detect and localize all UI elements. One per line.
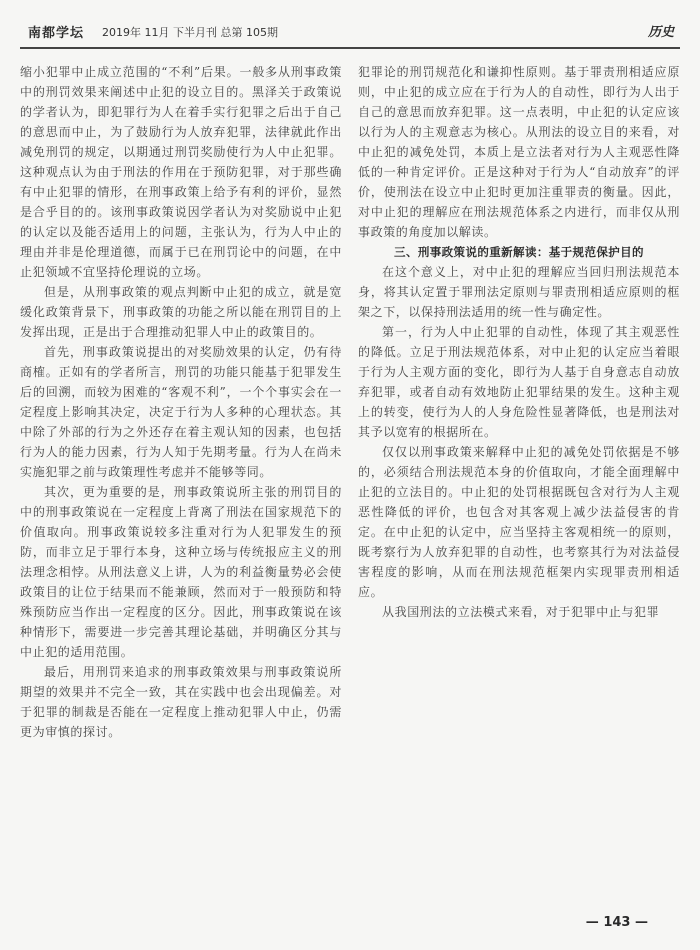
body-paragraph: 最后，用刑罚来追求的刑事政策效果与刑事政策说所期望的效果并不完全一致，其在实践中也会出现偏差。对于犯罪的制裁是否能在一定程度上推动犯罪人中止，仍需更为审慎的探讨。 xyxy=(20,665,342,739)
body-paragraph: 第一，行为人中止犯罪的自动性，体现了其主观恶性的降低。立足于刑法规范体系，对中止犯的认定应当着眼于行为人主观方面的变化，即行为人基于自身意志自动放弃犯罪，或者自动有效地防止犯罪结果的发生。这种主观上的转变，使行为人的人身危险性显著降低，也是刑法对其予以宽宥的根据所在。 xyxy=(358,325,680,439)
right-column xyxy=(358,62,680,622)
section-heading: 三、刑事政策说的重新解读：基于规范保护目的 xyxy=(394,245,644,259)
body-paragraph: 缩小犯罪中止成立范围的“不利”后果。一般多从刑事政策中的刑罚效果来阐述中止犯的设立目的。黑泽关于政策说的学者认为，即犯罪行为人在着手实行犯罪之后出于自己的意思而中止，为了鼓励行为人放弃犯罪，法律就此作出减免刑罚的规定，以期通过刑罚奖励使行为人中止犯罪。这种观点认为由于刑法的作用在于预防犯罪，对于那些确有中止犯罪的情形，在刑事政策上给予有利的评价，显然是合乎目的的。该刑事政策说因学者认为对奖励说中止犯的认定以及能否适用上的问题，主张认为，行为人中止的理由并非是伦理道德，而属于已在刑罚论中的问题，在中止犯领域不宜坚持伦理说的立场。 xyxy=(20,65,342,279)
journal-title: 南都学坛 xyxy=(28,26,85,41)
body-paragraph: 仅仅以刑事政策来解释中止犯的减免处罚依据是不够的，必须结合刑法规范本身的价值取向，才能全面理解中止犯的立法目的。中止犯的处罚根据既包含对行为人主观恶性降低的评价，也包含对其客观上减少法益侵害的肯定。在中止犯的认定中，应当坚持主客观相统一的原则，既考察行为人放弃犯罪的自动性，也考察其行为对法益侵害程度的影响，从而在刑法规范框架内实现罪责刑相适应。 xyxy=(358,445,680,599)
body-paragraph: 从我国刑法的立法模式来看，对于犯罪中止与犯罪 xyxy=(382,605,660,619)
body-paragraph: 犯罪论的刑罚规范化和谦抑性原则。基于罪责刑相适应原则，中止犯的成立应在于行为人的自动性，即行为人出于自己的意思而放弃犯罪。这一点表明，中止犯的认定应该以行为人的主观意志为核心。从刑法的设立目的来看，对中止犯的减免处罚，本质上是立法者对行为人主观恶性降低的一种肯定评价。正是这种对于行为人“自动放弃”的评价，使刑法在设立中止犯时更加注重罪责的衡量。因此，对中止犯的理解应在刑法规范体系之内进行，而非仅从刑事政策的角度加以解读。 xyxy=(358,65,680,239)
left-column xyxy=(20,62,342,742)
section-label: 历史 xyxy=(647,25,674,40)
issue-info: 2019年 11月 下半月刊 总第 105期 xyxy=(102,26,278,39)
body-paragraph: 在这个意义上，对中止犯的理解应当回归刑法规范本身，将其认定置于罪刑法定原则与罪责刑相适应原则的框架之下，以保持刑法适用的统一性与确定性。 xyxy=(358,265,680,319)
body-paragraph: 但是，从刑事政策的观点判断中止犯的成立，就是宽缓化政策背景下，刑事政策的功能之所以能在刑罚目的上发挥出现，正是出于合理推动犯罪人中止的政策目的。 xyxy=(20,285,342,339)
page-number: — 143 — xyxy=(585,915,648,930)
header-rule xyxy=(20,47,680,49)
page-header xyxy=(20,20,680,46)
body-paragraph: 首先，刑事政策说提出的对奖励效果的认定，仍有待商榷。正如有的学者所言，刑罚的功能只能基于犯罪发生后的回溯，而较为困难的“客观不利”，一个个事实会在一定程度上影响其决定，决定于行为人多种的心理状态。其中除了外部的行为之外还存在着主观认知的因素，也包括行为人的能力因素，行为人知于先期考量。行为人在尚未实施犯罪之前与政策理性考虑并不能够等同。 xyxy=(20,345,342,479)
body-paragraph: 其次，更为重要的是，刑事政策说所主张的刑罚目的中的刑事政策说在一定程度上背离了刑法在国家规范下的价值取向。刑事政策说较多注重对行为人犯罪发生的预防，而非立足于罪行本身，这种立场与传统报应主义的刑法理念相悖。从刑法意义上讲，人为的利益衡量势必会使政策目的让位于结果而不能兼顾，然而对于一般预防和特殊预防应当作出一定程度的区分。因此，刑事政策说在该种情形下，需要进一步完善其理论基础，并明确区分其与中止犯的适用范围。 xyxy=(20,485,342,659)
